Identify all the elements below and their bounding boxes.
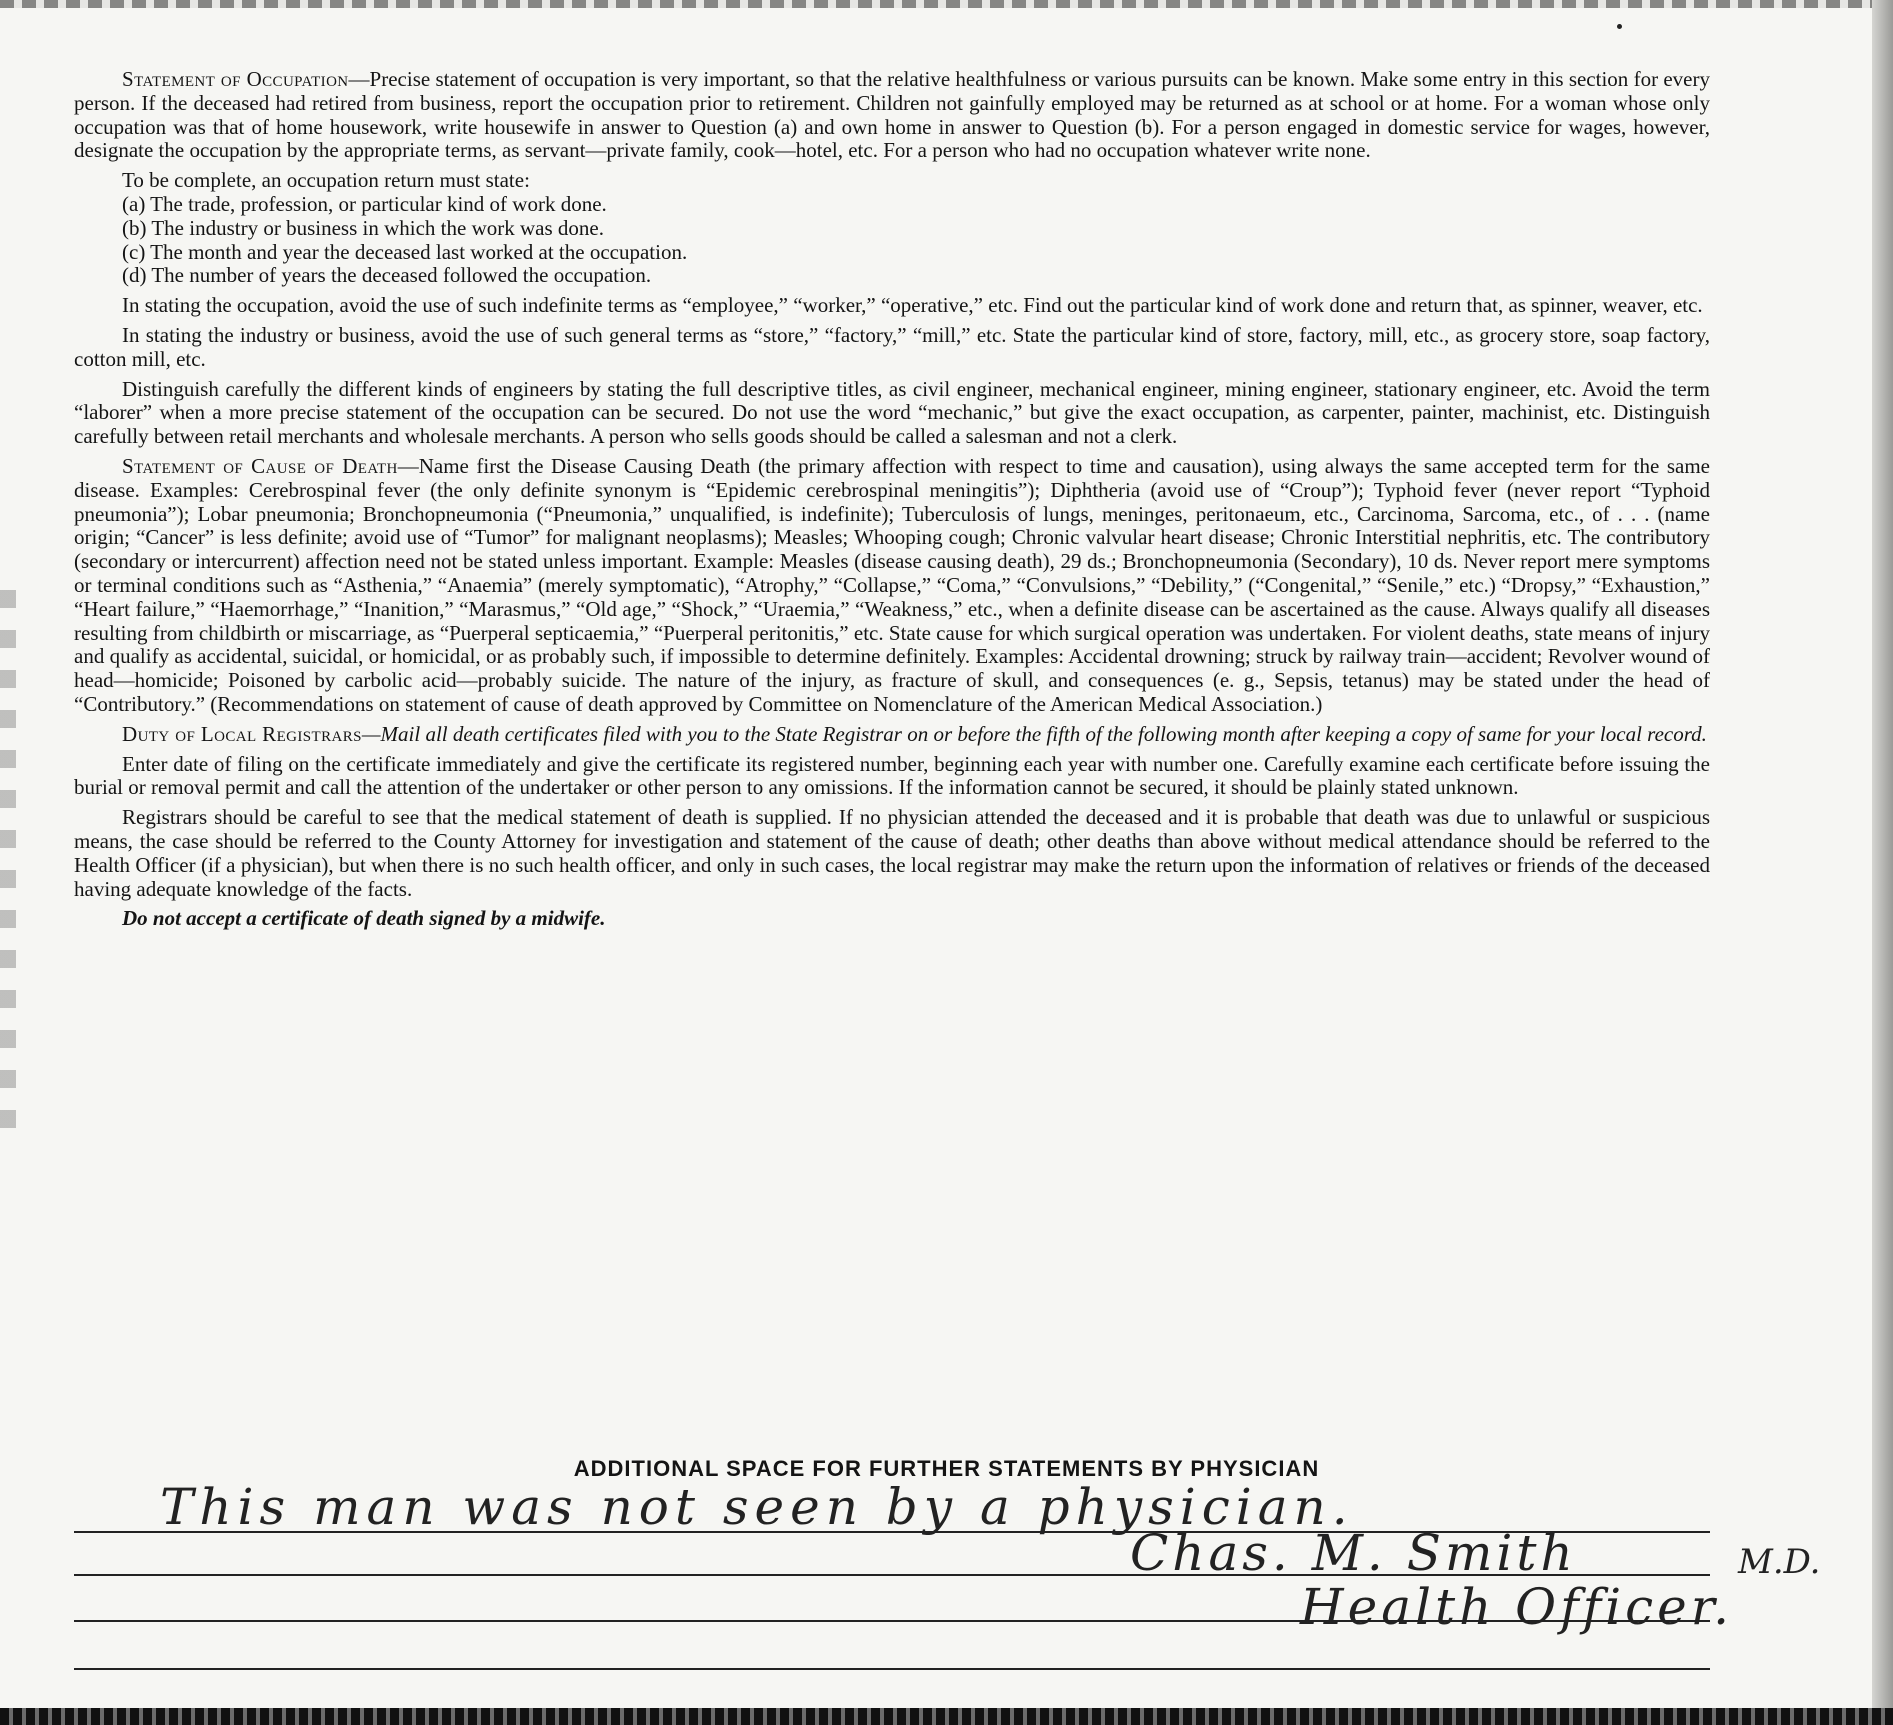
occupation-heading: Statement of Occupation bbox=[122, 67, 349, 91]
handwritten-statement: This man was not seen by a physician. bbox=[160, 1478, 1354, 1536]
registrars-text: —Mail all death certificates filed with you to the State Registrar on or before the fifth of the following month after keeping a copy of same for your local record. bbox=[361, 721, 1707, 746]
registrars-heading: Duty of Local Registrars bbox=[122, 721, 362, 746]
registrars-careful-paragraph: Registrars should be careful to see that the medical statement of death is supplied. If no physician attended the deceased and it is probable that death was due to unlawful or suspicious means, the case should be referred to the County Attorney for investigation and statement of the cause of death; other deaths than above without medical attendance should be referred to the Health Officer (if a physician), but when there is no such health officer, and only in such cases, the local registrar may make the return upon the information of relatives or friends of the deceased having adequate knowledge of the facts. bbox=[74, 805, 1710, 901]
statement-line-4 bbox=[74, 1668, 1710, 1670]
registrars-filing-paragraph: Enter date of filing on the certificate immediately and give the certificate its registered number, beginning each year with number one. Carefully examine each certificate before issuing the burial or removal permit and call the attention of the undertaker or other person to any omissions. If the information cannot be secured, it should be plainly stated unknown. bbox=[74, 751, 1710, 800]
occupation-item-d: (d) The number of years the deceased followed the occupation. bbox=[122, 263, 652, 288]
speck bbox=[1617, 24, 1622, 29]
cause-text: —Name first the Disease Causing Death (the primary affection with respect to time and causation), using always the same accepted term for the same disease. Examples: Cerebrospinal fever (the only definite synonym is “Epidemic cerebrospinal meningitis”); Diphtheria (avoid use of “Croup”); Typhoid fever (never report “Typhoid pneumonia”); Lobar pneumonia; Bronchopneumonia (“Pneumonia,” unqualified, is indefinite); Tuberculosis of lungs, meninges, peritonaeum, etc., Carcinoma, Sarcoma, etc., of . . . (name origin; “Cancer” is less definite; avoid use of “Tumor” for malignant neoplasms); Measles; Whooping cough; Chronic valvular heart disease; Chronic Interstitial nephritis, etc. The contributory (secondary or intercurrent) affection need not be stated unless important. Example: Measles (disease causing death), 29 ds.; Bronchopneumonia (Secondary), 10 ds. Never report mere symptoms or terminal conditions such as “Asthenia,” “Anaemia” (merely symptomatic), “Atrophy,” “Collapse,” “Coma,” “Convulsions,” “Debility,” (“Congenital,” “Senile,” etc.) “Dropsy,” “Exhaustion,” “Heart failure,” “Haemorrhage,” “Inanition,” “Marasmus,” “Old age,” “Shock,” “Uraemia,” “Weakness,” etc., when a definite disease can be ascertained as the cause. Always qualify all diseases resulting from childbirth or miscarriage, as “Puerperal septicaemia,” “Puerperal peritonitis,” etc. State cause for which surgical operation was undertaken. For violent deaths, state means of injury and qualify as accidental, suicidal, or homicidal, or as probably such, if impossible to determine definitely. Examples: Accidental drowning; struck by railway train—accident; Revolver wound of head—homicide; Poisoned by carbolic acid—probably suicide. The nature of the injury, as fracture of skull, and consequences (e. g., Sepsis, tetanus) may be stated under the head of “Contributory.” (Recommendations on statement of cause of death approved by Committee on Nomenclature of the American Medical Association.) bbox=[74, 453, 1711, 716]
occupation-paragraph bbox=[74, 68, 1710, 163]
occupation-text: —Precise statement of occupation is very important, so that the relative healthfulness or various pursuits can be known. Make some entry in this section for every person. If the deceased had retired from business, report the occupation prior to retirement. Children not gainfully employed may be returned as at school or at home. For a woman whose only occupation was that of home housework, write housewife in answer to Question (a) and own home in answer to Question (b). For a person engaged in domestic service for wages, however, designate the occupation by the appropriate terms, as servant—private family, cook—hotel, etc. For a person who had no occupation whatever write none. bbox=[74, 67, 1710, 163]
occupation-item-a: (a) The trade, profession, or particular kind of work done. bbox=[122, 191, 607, 216]
midwife-warning: Do not accept a certificate of death signed by a midwife. bbox=[122, 906, 606, 931]
handwritten-signature: Chas. M. Smith bbox=[1130, 1524, 1577, 1582]
scan-bottom-edge bbox=[0, 1708, 1893, 1725]
occupation-industry-paragraph: In stating the industry or business, avoid the use of such general terms as “store,” “factory,” “mill,” etc. State the particular kind of store, factory, mill, etc., as grocery store, soap factory, cotton mill, etc. bbox=[74, 322, 1710, 371]
registrars-paragraph bbox=[74, 723, 1710, 747]
handwritten-suffix: M.D. bbox=[1738, 1542, 1821, 1582]
cause-paragraph bbox=[74, 455, 1710, 717]
occupation-item-b: (b) The industry or business in which the work was done. bbox=[122, 215, 604, 240]
occupation-engineers-paragraph: Distinguish carefully the different kinds of engineers by stating the full descriptive titles, as civil engineer, mechanical engineer, mining engineer, stationary engineer, etc. Avoid the term “laborer” when a more precise statement of the occupation can be secured. Do not use the word “mechanic,” but give the exact occupation, as carpenter, painter, machinist, etc. Distinguish carefully between retail merchants and wholesale merchants. A person who sells goods should be called a salesman and not a clerk. bbox=[74, 376, 1710, 449]
cause-heading: Statement of Cause of Death bbox=[122, 453, 398, 478]
occupation-terms-paragraph: In stating the occupation, avoid the use of such indefinite terms as “employee,” “worker,” “operative,” etc. Find out the particular kind of work done and return that, as spinner, weaver, etc. bbox=[122, 293, 1703, 318]
handwritten-title: Health Officer. bbox=[1300, 1578, 1734, 1636]
occupation-intro: To be complete, an occupation return must state: bbox=[122, 168, 530, 193]
scan-left-edge-marks bbox=[0, 590, 16, 1130]
additional-space-heading: ADDITIONAL SPACE FOR FURTHER STATEMENTS BY PHYSICIAN bbox=[573, 1456, 1320, 1481]
scan-top-edge bbox=[0, 0, 1893, 8]
occupation-item-c: (c) The month and year the deceased last worked at the occupation. bbox=[122, 239, 688, 264]
instructions-text bbox=[74, 68, 1710, 937]
